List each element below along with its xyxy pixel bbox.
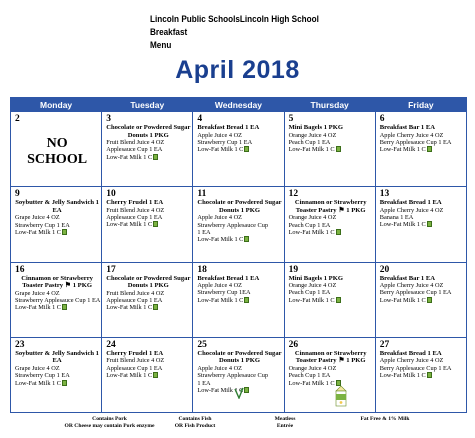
menu-item-text: Strawberry Applesauce Cup	[197, 221, 269, 229]
milk-carton-icon	[244, 236, 249, 242]
menu-item-text: Strawberry Applesauce Cup 1 EA	[15, 296, 101, 304]
legend-pork	[52, 416, 167, 429]
menu-item-text: Peach Cup 1 EA	[288, 138, 331, 146]
entree-text: Breakfast Bar 1 EA	[379, 274, 436, 282]
menu-item	[197, 282, 281, 289]
menu-item	[289, 372, 373, 379]
calendar-week-row	[11, 112, 467, 187]
menu-item	[289, 222, 373, 229]
menu-item	[380, 132, 464, 139]
legend-fish-line-1: Contains Fish	[178, 416, 212, 422]
milk-carton-icon	[336, 297, 341, 303]
menu-item	[197, 139, 281, 146]
menu-item	[106, 139, 190, 146]
day-number: 23	[15, 339, 25, 350]
menu-item-text: Berry Applesauce Cup 1 EA	[379, 138, 452, 146]
day-cell	[102, 262, 193, 337]
milk-carton-icon	[333, 385, 349, 407]
legend-milk-line-1: Fat Free & 1% Milk	[360, 416, 410, 422]
day-cell	[193, 112, 284, 187]
menu-item-text: Strawberry Applesauce Cup	[197, 372, 269, 380]
menu-item-text: Low-Fat Milk 1 C	[197, 236, 244, 244]
entree-text: Mini Bagels 1 PKG	[288, 124, 343, 131]
menu-item-text: Apple Cherry Juice 4 OZ	[379, 206, 444, 214]
pork-icon: ⚑	[336, 205, 345, 214]
entree-label	[106, 275, 190, 290]
entree-text: Breakfast Bread 1 EA	[197, 274, 260, 282]
menu-item-text: Applesauce Cup 1 EA	[106, 146, 163, 154]
menu-item-text: Low-Fat Milk 1 C	[15, 304, 62, 312]
menu-item	[197, 297, 281, 304]
menu-item	[289, 132, 373, 139]
weekday-friday: Friday	[375, 98, 466, 112]
menu-item	[197, 236, 281, 243]
entree-text: Breakfast Bread 1 EA	[197, 124, 260, 131]
menu-item-text: Peach Cup 1 EA	[288, 221, 331, 229]
menu-item	[106, 304, 190, 311]
menu-item	[380, 357, 464, 364]
milk-carton-icon	[427, 372, 432, 378]
menu-item-text: Grape Juice 4 OZ	[15, 289, 60, 297]
no-school-label: NO SCHOOL	[27, 136, 88, 167]
day-number: 9	[15, 189, 20, 200]
day-number: 24	[106, 339, 116, 350]
entree-text: Chocolate or Powdered Sugar Donuts 1 PKG	[197, 199, 282, 214]
day-cell	[284, 187, 375, 262]
entree-text: Cinnamon or Strawberry Toaster Pastry	[21, 274, 93, 290]
menu-item-text: Low-Fat Milk 1 C	[379, 296, 426, 304]
menu-item-text: Fruit Blend Juice 4 OZ	[106, 206, 165, 214]
entree-quantity: 1 PKG	[72, 282, 92, 290]
menu-item	[380, 214, 464, 221]
day-number: 2	[15, 114, 20, 124]
entree-label	[380, 350, 464, 358]
milk-carton-icon	[244, 297, 249, 303]
menu-item-text: Low-Fat Milk 1 C	[197, 296, 244, 304]
menu-item-text: 1 EA	[197, 229, 211, 237]
legend-fish-line-2: OR Fish Product	[174, 422, 216, 429]
menu-item-text: Low-Fat Milk 1 C	[288, 296, 335, 304]
legend-milk	[345, 416, 425, 423]
menu-item-text: Peach Cup 1 EA	[288, 372, 331, 380]
menu-item	[380, 207, 464, 214]
day-number: 5	[288, 114, 294, 124]
day-cell	[11, 262, 102, 337]
day-cell	[375, 262, 466, 337]
entree-text: Chocolate or Powdered Sugar Donuts 1 PKG	[106, 124, 191, 139]
menu-item	[380, 297, 464, 304]
menu-item	[197, 289, 281, 296]
legend	[0, 385, 475, 438]
weekday-tuesday: Tuesday	[102, 98, 193, 112]
page-title	[150, 13, 339, 52]
menu-item-text: Fruit Blend Juice 4 OZ	[106, 289, 165, 297]
milk-carton-icon	[62, 229, 67, 235]
legend-meatless	[260, 416, 310, 429]
entree-text: Cherry Frudel 1 EA	[106, 199, 164, 207]
day-cell	[193, 187, 284, 262]
menu-item-text: Low-Fat Milk 1 C	[106, 371, 153, 379]
day-number: 17	[106, 264, 116, 275]
menu-item-text: Low-Fat Milk 1 C	[15, 379, 62, 387]
entree-label	[380, 124, 464, 132]
menu-item	[380, 289, 464, 296]
menu-item-text: Apple Cherry Juice 4 OZ	[379, 131, 444, 139]
menu-item-text: Berry Applesauce Cup 1 EA	[379, 289, 452, 297]
menu-item	[289, 139, 373, 146]
menu-item	[289, 229, 373, 236]
menu-item-text: Apple Cherry Juice 4 OZ	[379, 282, 444, 290]
calendar-week-row	[11, 262, 467, 337]
day-number: 6	[379, 114, 385, 124]
menu-item	[15, 372, 99, 379]
menu-item	[106, 214, 190, 221]
menu-item	[15, 222, 99, 229]
milk-carton-icon	[153, 154, 158, 160]
entree-label	[106, 350, 190, 358]
menu-item	[106, 357, 190, 364]
menu-item	[197, 222, 281, 229]
menu-item-text: Apple Juice 4 OZ	[197, 131, 242, 139]
menu-item-text: Low-Fat Milk 1 C	[106, 304, 153, 312]
entree-label	[197, 124, 281, 132]
milk-carton-icon	[153, 221, 158, 227]
legend-pork-line-2: OR Cheese may contain Pork enzyme	[64, 422, 155, 429]
entree-text: Breakfast Bread 1 EA	[379, 199, 442, 207]
menu-item	[197, 146, 281, 153]
menu-item-text: Strawberry Cup 1 EA	[15, 221, 70, 229]
entree-text: Chocolate or Powdered Sugar Donuts 1 PKG	[197, 349, 282, 365]
menu-item-text: Fruit Blend Juice 4 OZ	[106, 357, 165, 365]
menu-item	[289, 297, 373, 304]
menu-item	[106, 146, 190, 153]
menu-item	[197, 214, 281, 221]
day-number: 27	[379, 339, 390, 350]
menu-item-text: Low-Fat Milk 1 C	[288, 229, 335, 237]
menu-item	[197, 365, 281, 372]
day-number: 10	[106, 189, 116, 200]
menu-item-text: Low-Fat Milk 1 C	[106, 153, 153, 161]
menu-item-text: Low-Fat Milk 1 C	[379, 371, 426, 379]
menu-item	[106, 207, 190, 214]
menu-item	[380, 282, 464, 289]
menu-item	[289, 146, 373, 153]
menu-item	[15, 229, 99, 236]
weekday-thursday: Thursday	[284, 98, 375, 112]
entree-text: Cinnamon or Strawberry Toaster Pastry	[294, 349, 367, 365]
menu-item-text: Low-Fat Milk 1 C	[288, 379, 335, 387]
day-cell	[102, 112, 193, 187]
legend-meatless-line-1: Meatless	[274, 416, 296, 422]
day-number: 11	[197, 189, 207, 200]
menu-item	[15, 297, 99, 304]
menu-item-text: Low-Fat Milk 1 C	[106, 221, 153, 229]
entree-label	[197, 275, 281, 283]
day-cell	[375, 187, 466, 262]
entree-label	[380, 199, 464, 207]
entree-text: Breakfast Bar 1 EA	[379, 124, 436, 131]
menu-item	[15, 304, 99, 311]
menu-item-text: Low-Fat Milk 1 C	[197, 146, 244, 154]
menu-item-text: Apple Juice 4 OZ	[197, 214, 242, 222]
menu-item-text: Apple Juice 4 OZ	[197, 282, 242, 290]
milk-carton-icon	[244, 146, 249, 152]
meatless-leaf-icon	[234, 387, 244, 399]
day-number: 4	[197, 114, 203, 124]
menu-item-text: Apple Cherry Juice 4 OZ	[379, 357, 444, 365]
milk-carton-icon	[62, 304, 67, 310]
legend-meatless-line-2: Entrée	[276, 422, 294, 429]
milk-carton-icon	[427, 297, 432, 303]
menu-item-text: Strawberry Cup 1EA	[197, 289, 251, 297]
menu-item-text: Grape Juice 4 OZ	[15, 214, 60, 222]
entree-text: Cherry Frudel 1 EA	[106, 349, 164, 357]
day-number: 19	[288, 264, 299, 275]
menu-item-text: Applesauce Cup 1 EA	[106, 214, 163, 222]
month-heading: April 2018	[175, 56, 300, 84]
menu-item-text: Orange Juice 4 OZ	[288, 131, 337, 139]
menu-item	[106, 290, 190, 297]
menu-item	[197, 229, 281, 236]
entree-label	[289, 275, 373, 283]
entree-text: Cinnamon or Strawberry Toaster Pastry	[294, 199, 367, 214]
day-cell	[284, 112, 375, 187]
entree-label	[106, 124, 190, 139]
menu-item	[106, 365, 190, 372]
menu-item-text: Orange Juice 4 OZ	[288, 214, 337, 222]
day-number: 18	[197, 264, 207, 275]
entree-label	[106, 199, 190, 207]
day-cell	[11, 187, 102, 262]
menu-item	[289, 282, 373, 289]
entree-label	[289, 350, 373, 365]
menu-item-text: Fruit Blend Juice 4 OZ	[106, 139, 165, 147]
entree-label	[15, 275, 99, 290]
menu-item-text: Low-Fat Milk 1 C	[197, 386, 244, 394]
menu-item	[197, 132, 281, 139]
legend-pork-line-1: Contains Pork	[92, 416, 127, 422]
day-cell	[284, 262, 375, 337]
menu-item	[197, 372, 281, 379]
pork-icon: ⚑	[63, 281, 72, 290]
entree-label	[380, 275, 464, 283]
menu-item-text: Grape Juice 4 OZ	[15, 364, 60, 372]
menu-item-text: Orange Juice 4 OZ	[288, 282, 337, 290]
menu-item	[380, 221, 464, 228]
entree-quantity: 1 PKG	[346, 357, 366, 365]
entree-label	[15, 350, 99, 365]
entree-text: Mini Bagels 1 PKG	[288, 274, 343, 282]
menu-item-text: Banana 1 EA	[379, 214, 414, 222]
menu-item	[106, 372, 190, 379]
day-cell	[193, 262, 284, 337]
day-number: 3	[106, 114, 111, 124]
menu-item	[15, 214, 99, 221]
legend-fish	[160, 416, 230, 429]
day-number: 12	[288, 189, 299, 200]
menu-item	[289, 365, 373, 372]
menu-item	[380, 146, 464, 153]
calendar-week-row	[11, 187, 467, 262]
menu-item-text: 1 EA	[197, 379, 211, 387]
day-cell	[11, 112, 102, 187]
menu-item	[380, 365, 464, 372]
weekday-wednesday: Wednesday	[193, 98, 284, 112]
entree-label	[289, 199, 373, 214]
entree-text: Soybutter & Jelly Sandwich 1 EA	[15, 349, 99, 365]
menu-item	[380, 139, 464, 146]
entree-label	[197, 199, 281, 214]
entree-text: Soybutter & Jelly Sandwich 1 EA	[15, 199, 99, 214]
title-line-1: Lincoln Public SchoolsLincoln High School Breakfast	[150, 14, 319, 38]
milk-carton-icon	[153, 372, 158, 378]
entree-text: Breakfast Bread 1 EA	[379, 349, 442, 357]
day-number: 13	[379, 189, 390, 200]
pork-icon: ⚑	[336, 356, 345, 365]
menu-item	[15, 365, 99, 372]
weekday-monday: Monday	[11, 98, 102, 112]
milk-carton-icon	[427, 221, 432, 227]
day-cell	[102, 187, 193, 262]
milk-carton-icon	[427, 146, 432, 152]
menu-item	[106, 154, 190, 161]
day-cell	[375, 112, 466, 187]
menu-item-text: Apple Juice 4 OZ	[197, 364, 242, 372]
day-number: 16	[15, 264, 25, 275]
milk-carton-icon	[153, 304, 158, 310]
day-number: 20	[379, 264, 390, 275]
entree-quantity: 1 PKG	[346, 206, 366, 214]
day-number: 25	[197, 339, 207, 350]
menu-item-text: Peach Cup 1 EA	[288, 289, 331, 297]
menu-item-text: Low-Fat Milk 1 C	[379, 221, 426, 229]
menu-item	[15, 290, 99, 297]
menu-item	[106, 221, 190, 228]
day-number: 26	[288, 339, 299, 350]
menu-item-text: Low-Fat Milk 1 C	[288, 146, 335, 154]
menu-calendar	[10, 97, 467, 413]
milk-carton-icon	[336, 146, 341, 152]
menu-item-text: Low-Fat Milk 1 C	[15, 229, 62, 237]
menu-item	[106, 297, 190, 304]
menu-item	[289, 289, 373, 296]
menu-item	[380, 372, 464, 379]
entree-label	[289, 124, 373, 132]
entree-text: Chocolate or Powdered Sugar Donuts 1 PKG	[106, 274, 191, 290]
menu-item-text: Strawberry Cup 1 EA	[15, 372, 70, 380]
title-line-2: Menu	[150, 40, 172, 51]
menu-item-text: Applesauce Cup 1 EA	[106, 296, 163, 304]
menu-item	[289, 214, 373, 221]
entree-label	[15, 199, 99, 214]
menu-item-text: Berry Applesauce Cup 1 EA	[379, 364, 452, 372]
entree-label	[197, 350, 281, 365]
menu-item-text: Applesauce Cup 1 EA	[106, 364, 163, 372]
menu-item-text: Orange Juice 4 OZ	[288, 364, 337, 372]
menu-item-text: Low-Fat Milk 1 C	[379, 146, 426, 154]
menu-item-text: Strawberry Cup 1 EA	[197, 138, 253, 146]
milk-carton-icon	[336, 229, 341, 235]
weekday-header-row	[11, 98, 467, 112]
